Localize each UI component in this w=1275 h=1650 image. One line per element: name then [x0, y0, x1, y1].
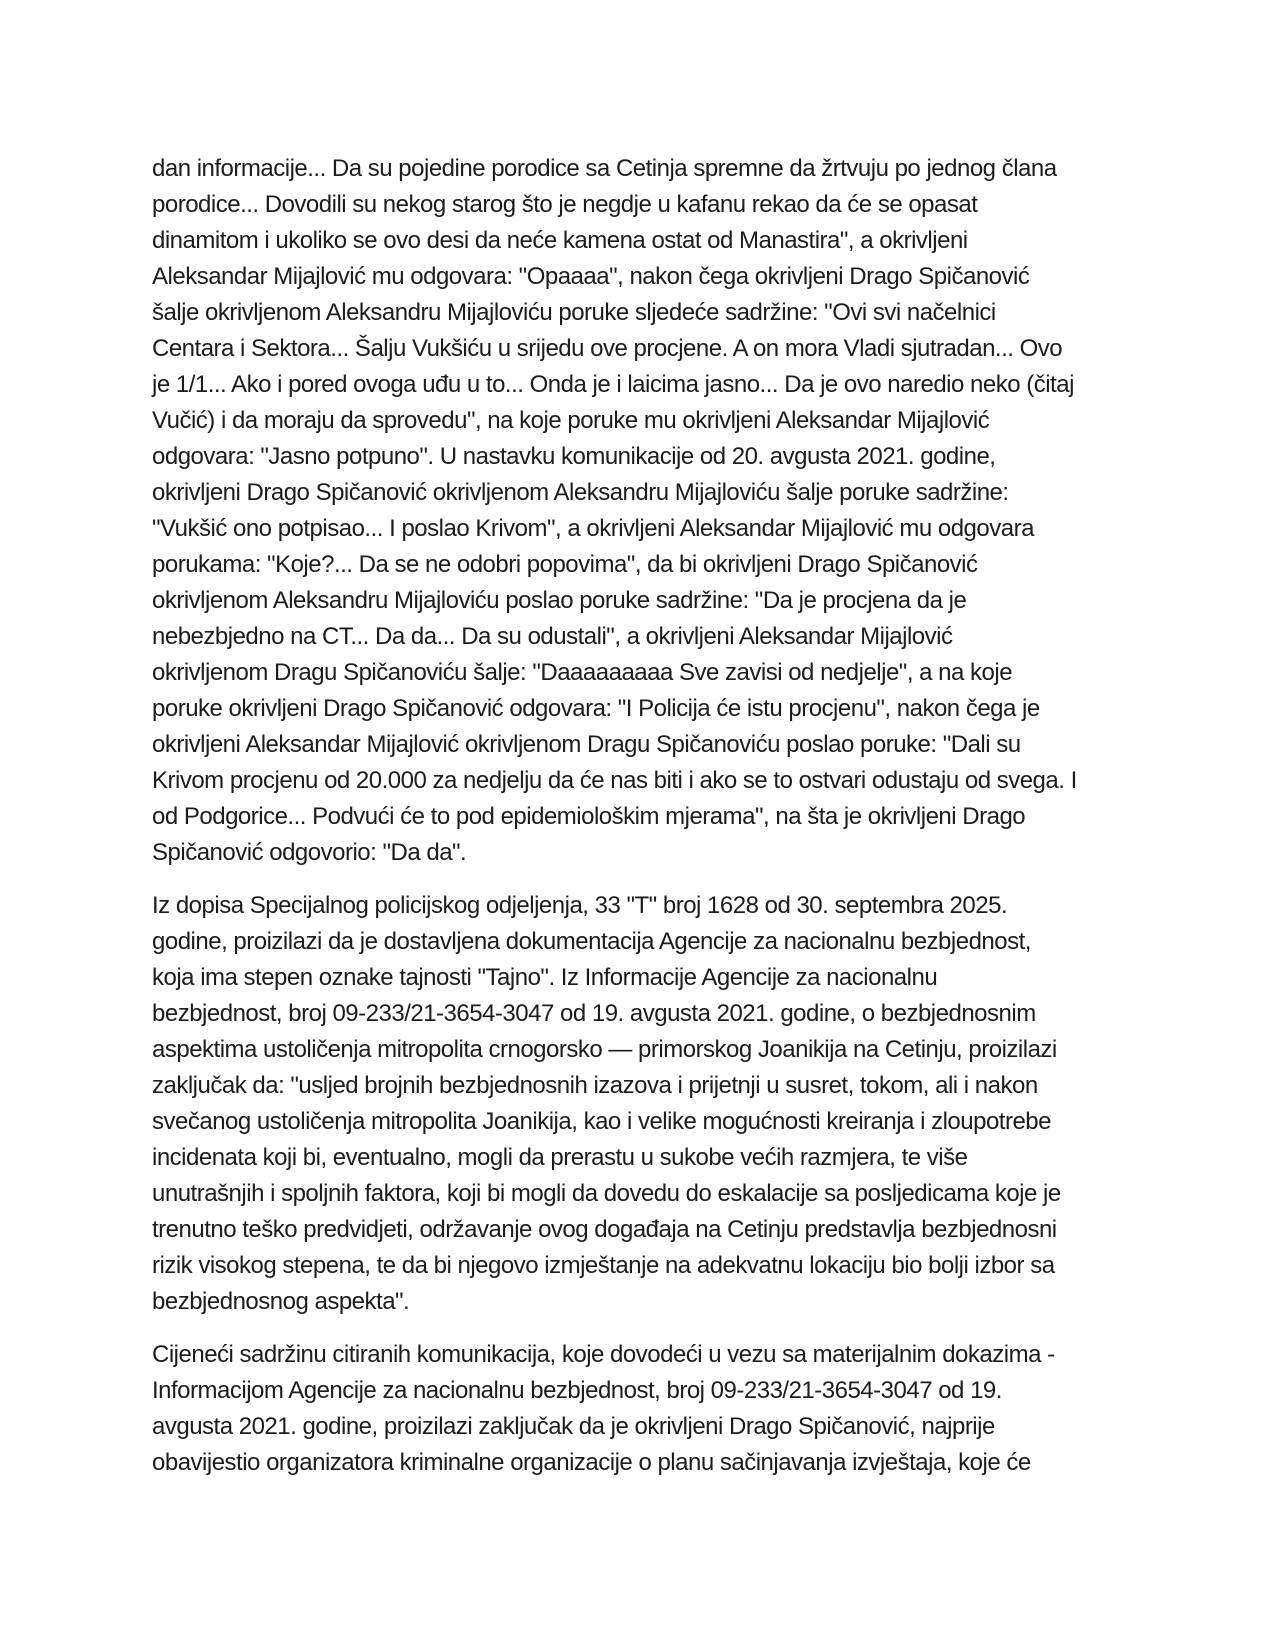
text-line: godine, proizilazi da je dostavljena dokumentacija Agencije za nacionalnu bezbjednost,: [152, 928, 1031, 955]
text-line: bezbjednosnog aspekta".: [152, 1288, 410, 1315]
text-line: incidenata koji bi, eventualno, mogli da prerastu u sukobe većih razmjera, te više: [152, 1144, 968, 1171]
text-line: obavijestio organizatora kriminalne organizacije o planu sačinjavanja izvještaja, koje će: [152, 1449, 1031, 1476]
text-line: Aleksandar Mijajlović mu odgovara: "Opaaaa", nakon čega okrivljeni Drago Spičanović: [152, 263, 1030, 290]
text-line: šalje okrivljenom Aleksandru Mijajloviću poruke sljedeće sadržine: "Ovi svi načelnici: [152, 299, 996, 326]
text-line: Centara i Sektora... Šalju Vukšiću u srijedu ove procjene. A on mora Vladi sjutradan... Ovo: [152, 335, 1063, 362]
text-line: Cijeneći sadržinu citiranih komunikacija, koje dovodeći u vezu sa materijalnim dokazima -: [152, 1341, 1055, 1368]
text-line: od Podgorice... Podvući će to pod epidemiološkim mjerama", na šta je okrivljeni Drago: [152, 803, 1026, 830]
text-line: unutrašnjih i spoljnih faktora, koji bi mogli da dovedu do eskalacije sa posljedicama koje je: [152, 1180, 1061, 1207]
text-line: svečanog ustoličenja mitropolita Joanikija, kao i velike mogućnosti kreiranja i zloupotrebe: [152, 1108, 1051, 1135]
text-line: okrivljeni Drago Spičanović okrivljenom Aleksandru Mijajloviću šalje poruke sadržine:: [152, 479, 1009, 506]
paragraph-communications: [152, 151, 1215, 871]
text-line: okrivljeni Aleksandar Mijajlović okrivljenom Dragu Spičanoviću poslao poruke: "Dali su: [152, 731, 1021, 758]
text-line: dinamitom i ukoliko se ovo desi da neće kamena ostat od Manastira", a okrivljeni: [152, 227, 968, 254]
text-line: dan informacije... Da su pojedine porodice sa Cetinja spremne da žrtvuju po jednog člana: [152, 155, 1057, 182]
text-line: Krivom procjenu od 20.000 za nedjelju da će nas biti i ako se to ostvari odustaju od svega. I: [152, 767, 1077, 794]
text-line: "Vukšić ono potpisao... I poslao Krivom", a okrivljeni Aleksandar Mijajlović mu odgovara: [152, 515, 1034, 542]
text-line: okrivljenom Dragu Spičanoviću šalje: "Daaaaaaaaa Sve zavisi od nedjelje", a na koje: [152, 659, 1013, 686]
text-line: avgusta 2021. godine, proizilazi zaključak da je okrivljeni Drago Spičanović, najprije: [152, 1413, 995, 1440]
text-line: porodice... Dovodili su nekog starog što je negdje u kafanu rekao da će se opasat: [152, 191, 978, 218]
paragraph-police-report: [152, 888, 1215, 1320]
text-line: aspektima ustoličenja mitropolita crnogorsko — primorskog Joanikija na Cetinju, proizilazi: [152, 1036, 1057, 1063]
text-line: zaključak da: "usljed brojnih bezbjednosnih izazova i prijetnji u susret, tokom, ali i nakon: [152, 1072, 1038, 1099]
text-line: poruke okrivljeni Drago Spičanović odgovara: "I Policija će istu procjenu", nakon čega je: [152, 695, 1040, 722]
text-line: Spičanović odgovorio: "Da da".: [152, 839, 467, 866]
text-line: koja ima stepen oznake tajnosti "Tajno". Iz Informacije Agencije za nacionalnu: [152, 964, 938, 991]
text-line: okrivljenom Aleksandru Mijajloviću poslao poruke sadržine: "Da je procjena da je: [152, 587, 967, 614]
text-line: nebezbjedno na CT... Da da... Da su odustali", a okrivljeni Aleksandar Mijajlović: [152, 623, 953, 650]
paragraph-conclusion: [152, 1337, 1215, 1481]
text-line: trenutno teško predvidjeti, održavanje ovog događaja na Cetinju predstavlja bezbjednosni: [152, 1216, 1057, 1243]
text-line: rizik visokog stepena, te da bi njegovo izmještanje na adekvatnu lokaciju bio bolji izbor sa: [152, 1252, 1055, 1279]
text-line: Vučić) i da moraju da sprovedu", na koje poruke mu okrivljeni Aleksandar Mijajlović: [152, 407, 990, 434]
text-line: bezbjednost, broj 09-233/21-3654-3047 od 19. avgusta 2021. godine, o bezbjednosnim: [152, 1000, 1036, 1027]
text-line: Informacijom Agencije za nacionalnu bezbjednost, broj 09-233/21-3654-3047 od 19.: [152, 1377, 1002, 1404]
text-line: Iz dopisa Specijalnog policijskog odjeljenja, 33 "T" broj 1628 od 30. septembra 2025.: [152, 892, 1008, 919]
text-line: odgovara: "Jasno potpuno". U nastavku komunikacije od 20. avgusta 2021. godine,: [152, 443, 996, 470]
text-line: porukama: "Koje?... Da se ne odobri popovima", da bi okrivljeni Drago Spičanović: [152, 551, 978, 578]
text-line: je 1/1... Ako i pored ovoga uđu u to... Onda je i laicima jasno... Da je ovo naredio neko (čitaj: [152, 371, 1074, 398]
